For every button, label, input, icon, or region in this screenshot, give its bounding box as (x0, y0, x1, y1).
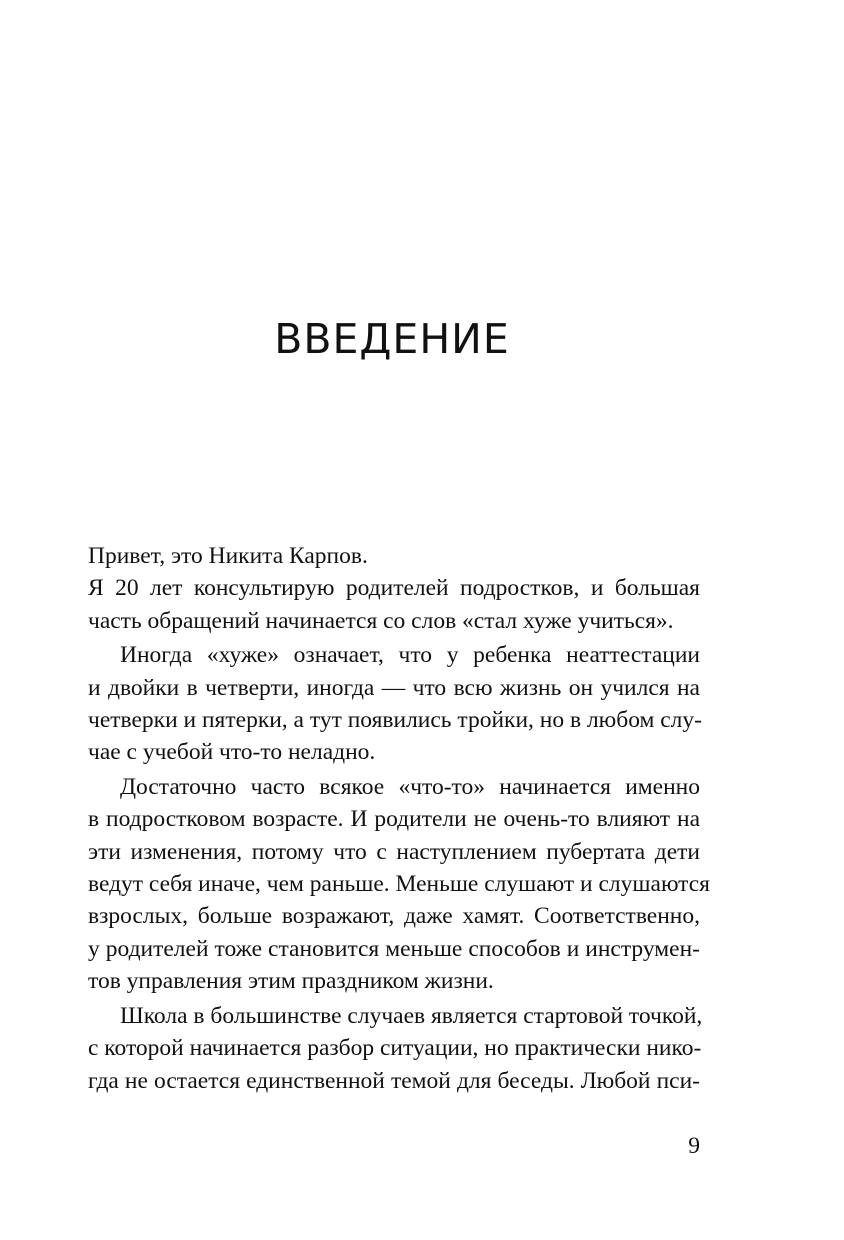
text-line: с которой начинается разбор ситуации, но практически нико- (88, 1035, 702, 1062)
text-line: у родителей тоже становится меньше способов и инструмен- (88, 935, 700, 962)
body-text (88, 540, 710, 1097)
text-line: чае с учебой что-то неладно. (88, 739, 376, 766)
text-line: четверки и пятерки, а тут появились тройки, но в любом слу- (88, 707, 702, 734)
text-line: тов управления этим праздником жизни. (88, 968, 494, 995)
text-line: Иногда «хуже» означает, что у ребенка неаттестации (120, 642, 700, 669)
text-line: в подростковом возрасте. И родители не очень-то влияют на (88, 806, 700, 833)
text-line: ведут себя иначе, чем раньше. Меньше слушают и слушаются (88, 871, 710, 898)
text-line: гда не остается единственной темой для беседы. Любой пси- (88, 1067, 700, 1094)
text-line: Школа в большинстве случаев является стартовой точкой, (120, 1002, 703, 1029)
text-line: Я 20 лет консультирую родителей подростков, и большая (88, 575, 700, 602)
text-line: Привет, это Никита Карпов. (88, 543, 368, 569)
text-line: эти изменения, потому что с наступлением пубертата дети (88, 838, 700, 865)
chapter-title: ВВЕДЕНИЕ (274, 315, 510, 363)
text-line: и двойки в четверти, иногда — что всю жизнь он учился на (88, 674, 700, 701)
page-number: 9 (688, 1133, 700, 1159)
text-line: Достаточно часто всякое «что-то» начинается именно (120, 773, 700, 800)
text-line: взрослых, больше возражают, даже хамят. Соответственно, (88, 903, 700, 930)
text-line: часть обращений начинается со слов «стал хуже учиться». (88, 607, 674, 634)
